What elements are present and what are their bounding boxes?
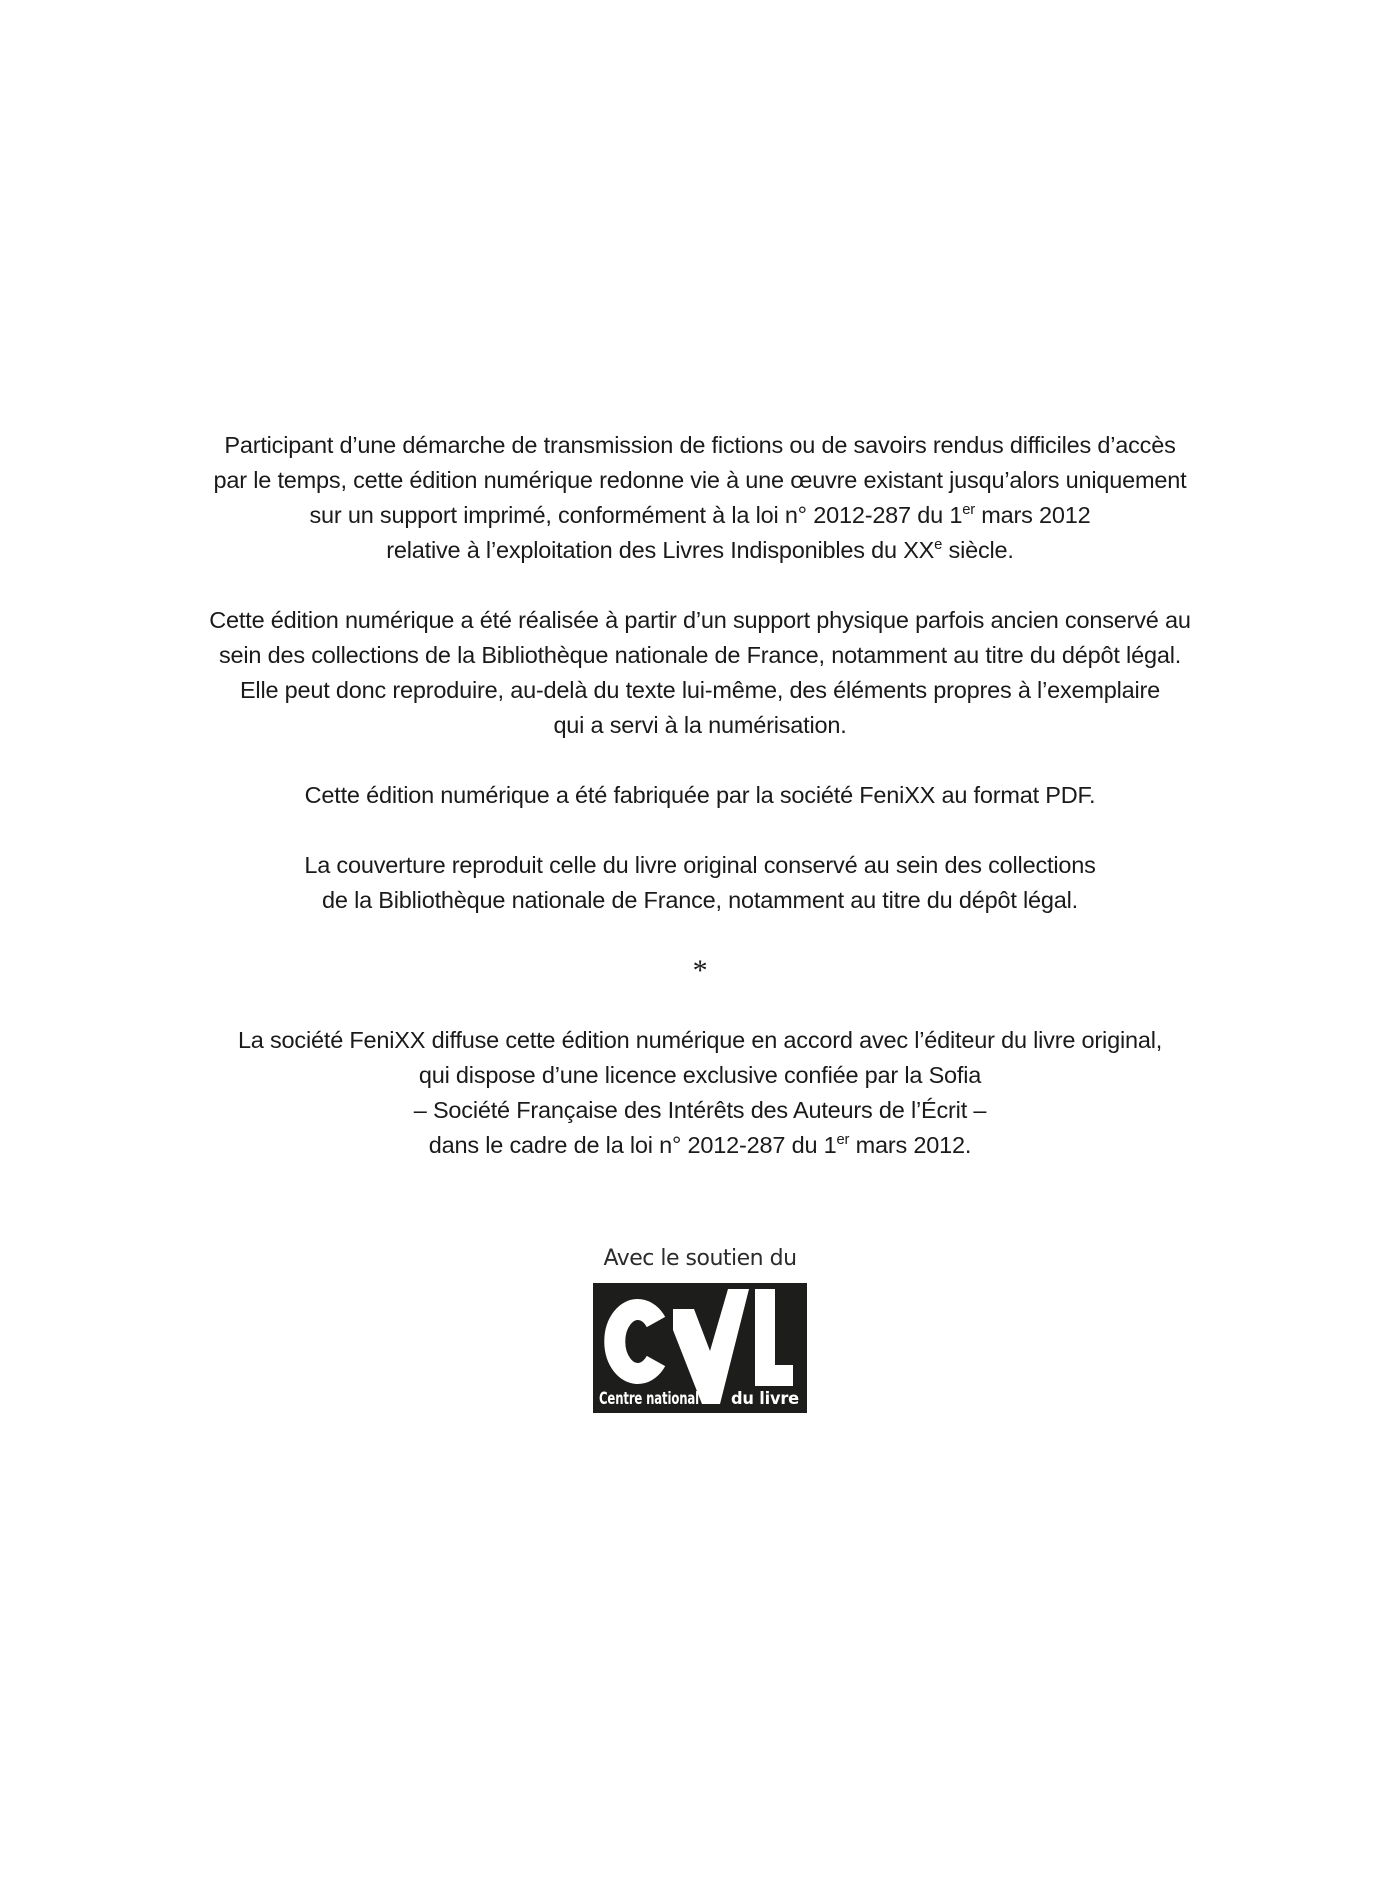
cnl-subtext-right: du livre bbox=[731, 1389, 799, 1409]
text-segment: mars 2012. bbox=[849, 1132, 972, 1158]
text-line: – Société Française des Intérêts des Auteurs de l’Écrit – bbox=[413, 1097, 987, 1123]
cnl-subtext-left: Centre national bbox=[599, 1389, 699, 1409]
superscript: er bbox=[962, 502, 975, 519]
text-line: Elle peut donc reproduire, au-delà du texte lui-même, des éléments propres à l’exemplaire bbox=[239, 677, 1161, 703]
text-line: Cette édition numérique a été réalisée à partir d’un support physique parfois ancien conservé au bbox=[209, 607, 1191, 633]
text-line: de la Bibliothèque nationale de France, notamment au titre du dépôt légal. bbox=[322, 887, 1078, 913]
text-segment: dans le cadre de la loi n° 2012-287 du 1 bbox=[428, 1132, 837, 1158]
text-line: qui a servi à la numérisation. bbox=[553, 712, 847, 738]
text-line: Cette édition numérique a été fabriquée par la société FeniXX au format PDF. bbox=[304, 782, 1096, 808]
text-line: La société FeniXX diffuse cette édition numérique en accord avec l’éditeur du livre original, bbox=[237, 1027, 1163, 1053]
text-line: La couverture reproduit celle du livre original conservé au sein des collections bbox=[304, 852, 1096, 878]
separator-asterisk: * bbox=[692, 954, 708, 987]
text-line: Participant d’une démarche de transmission de fictions ou de savoirs rendus difficiles d’accès bbox=[224, 432, 1176, 458]
paragraph-source-bnf bbox=[0, 603, 1400, 743]
superscript: er bbox=[836, 1132, 850, 1149]
superscript: e bbox=[934, 537, 943, 554]
cnl-logo-container bbox=[593, 1283, 807, 1413]
text-segment: mars 2012 bbox=[974, 502, 1091, 528]
text-segment: sur un support imprimé, conformément à la loi n° 2012-287 du 1 bbox=[309, 502, 963, 528]
paragraph-diffusion bbox=[0, 1023, 1400, 1163]
text-line bbox=[0, 498, 1400, 533]
text-line: sein des collections de la Bibliothèque nationale de France, notamment au titre du dépôt légal. bbox=[218, 642, 1182, 668]
text-line: par le temps, cette édition numérique redonne vie à une œuvre existant jusqu’alors uniquement bbox=[213, 467, 1187, 493]
text-segment: siècle. bbox=[942, 537, 1014, 563]
cnl-logo bbox=[593, 1283, 807, 1413]
support-caption: Avec le soutien du bbox=[603, 1246, 797, 1271]
paragraph-cover bbox=[0, 848, 1400, 918]
text-line bbox=[0, 1128, 1400, 1163]
text-segment: relative à l’exploitation des Livres Indisponibles du XX bbox=[386, 537, 935, 563]
paragraph-fenixx-pdf bbox=[0, 778, 1400, 813]
text-line bbox=[0, 533, 1400, 568]
paragraph-legal-intro bbox=[0, 428, 1400, 568]
text-line: qui dispose d’une licence exclusive confiée par la Sofia bbox=[418, 1062, 982, 1088]
